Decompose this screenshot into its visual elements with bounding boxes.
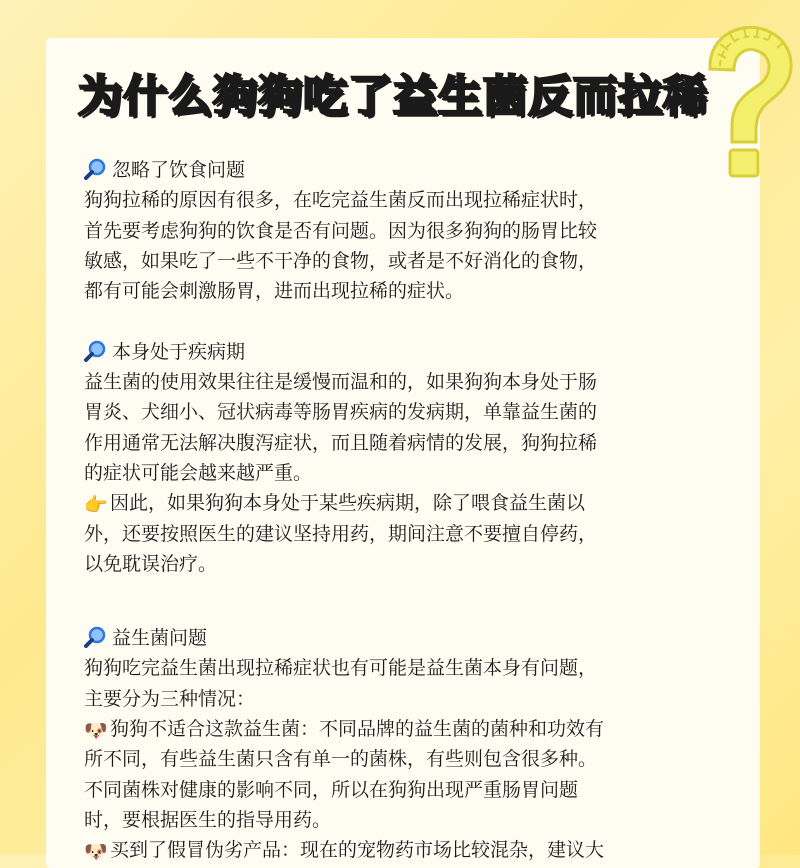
paragraph-line: 主要分为三种情况：	[84, 687, 256, 710]
article-body	[84, 155, 744, 866]
section-heading	[84, 623, 744, 653]
list-item	[84, 835, 744, 865]
section-heading	[84, 155, 744, 185]
pointing-hand-icon: 👉	[84, 494, 108, 517]
section-heading-text: 忽略了饮食问题	[112, 159, 246, 181]
paragraph-line: 敏感，如果吃了一些不干净的食物，或者是不好消化的食物，	[84, 249, 598, 272]
paragraph-line: 益生菌的使用效果往往是缓慢而温和的，如果狗狗本身处于肠	[84, 371, 598, 394]
section-heading-text: 益生菌问题	[112, 627, 208, 650]
paragraph-line: 时，要根据医生的指导用药。	[84, 808, 332, 831]
paragraph-line: 都有可能会刺激肠胃，进而出现拉稀的症状。	[84, 280, 465, 303]
dog-face-icon: 🐶	[84, 841, 108, 864]
tip-line: 以免耽误治疗。	[84, 552, 218, 575]
list-item-text: 买到了假冒伪劣产品：现在的宠物药市场比较混杂，建议大	[110, 839, 605, 862]
magnifier-icon	[84, 158, 106, 180]
paragraph-line: 所不同，有些益生菌只含有单一的菌株，有些则包含很多种。	[84, 748, 598, 771]
paragraph-line: 胃炎、犬细小、冠状病毒等肠胃疾病的发病期，单靠益生菌的	[84, 401, 598, 424]
dog-face-icon: 🐶	[84, 720, 108, 743]
paragraph-line: 的症状可能会越来越严重。	[84, 461, 313, 484]
paragraph-line: 狗狗吃完益生菌出现拉稀症状也有可能是益生菌本身有问题，	[84, 657, 598, 680]
tip-line: 外，还要按照医生的建议坚持用药，期间注意不要擅自停药，	[84, 522, 598, 545]
paragraph-line: 狗狗拉稀的原因有很多，在吃完益生菌反而出现拉稀症状时，	[84, 189, 598, 212]
magnifier-icon	[84, 340, 106, 362]
list-item	[84, 714, 744, 744]
page-title: 为什么狗狗吃了益生菌反而拉稀	[78, 71, 708, 122]
list-item-text: 狗狗不适合这款益生菌：不同品牌的益生菌的菌种和功效有	[110, 718, 605, 741]
section-heading	[84, 337, 744, 367]
paragraph-line: 不同菌株对健康的影响不同，所以在狗狗出现严重肠胃问题	[84, 778, 579, 801]
magnifier-icon	[84, 626, 106, 648]
paragraph-line: 首先要考虑狗狗的饮食是否有问题。因为很多狗狗的肠胃比较	[84, 219, 598, 242]
tip-line	[84, 488, 744, 518]
paragraph-line: 作用通常无法解决腹泻症状，而且随着病情的发展，狗狗拉稀	[84, 431, 598, 454]
section-heading-text: 本身处于疾病期	[112, 340, 246, 363]
tip-text: 因此，如果狗狗本身处于某些疾病期，除了喂食益生菌以	[110, 492, 586, 515]
